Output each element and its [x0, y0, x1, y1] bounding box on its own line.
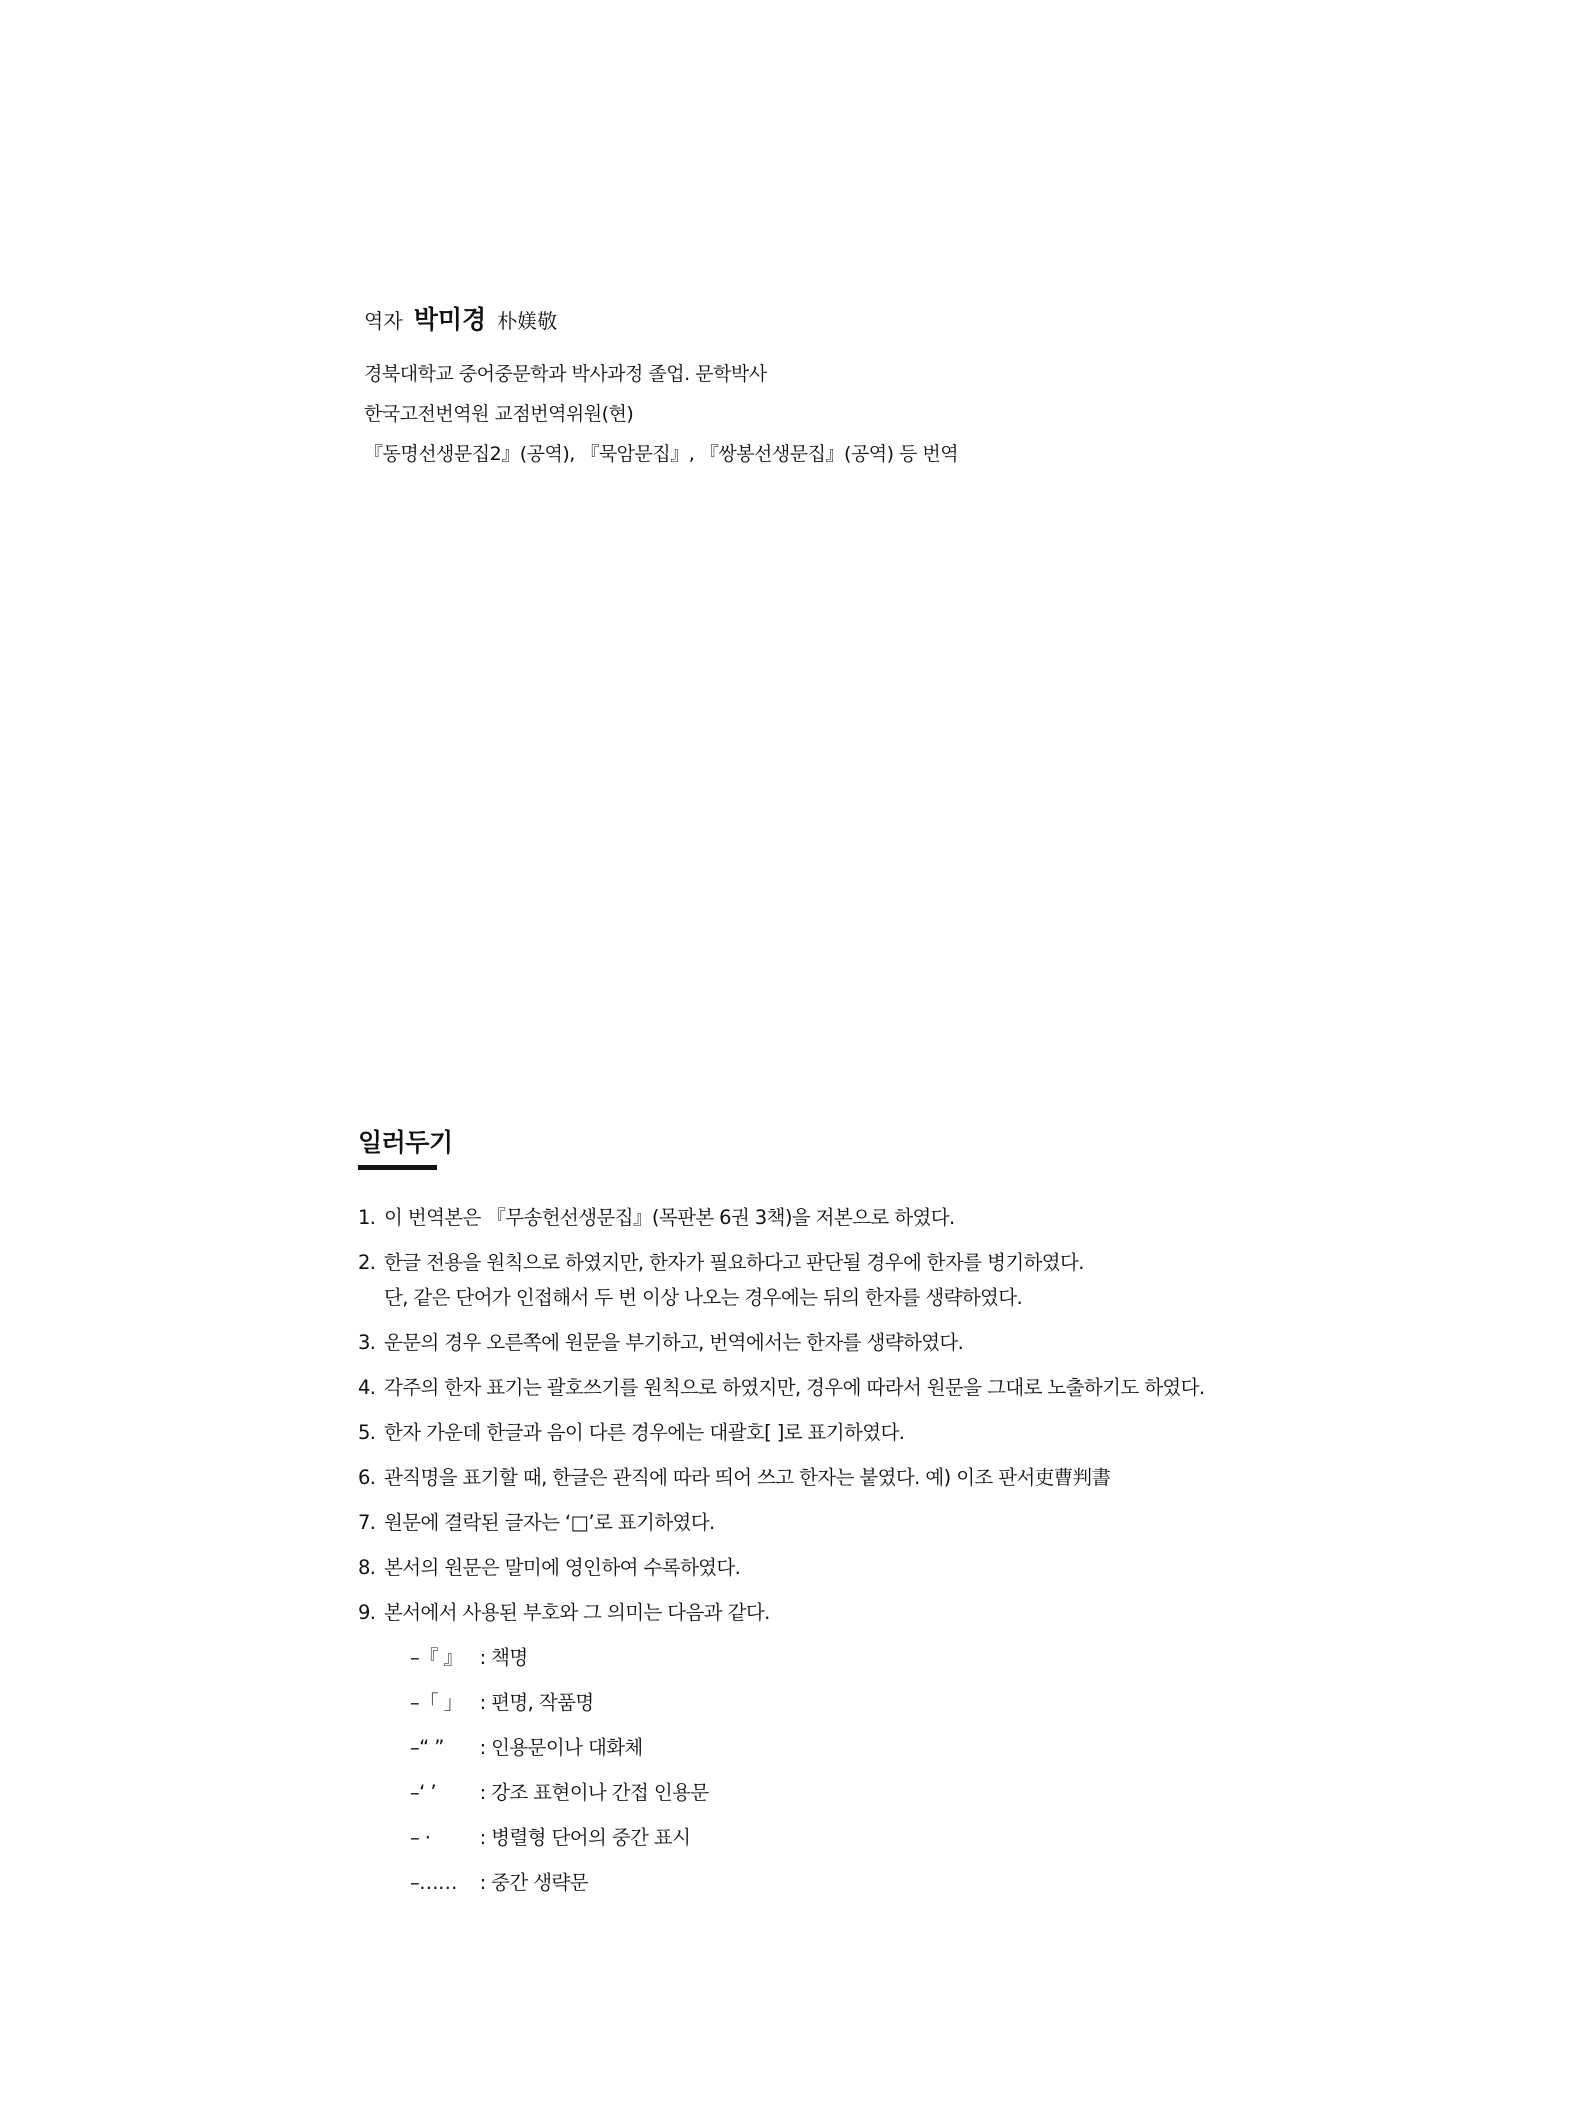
note-number: 1. [358, 1206, 376, 1229]
symbol-meaning: : 편명, 작품명 [479, 1691, 594, 1714]
translator-heading [364, 300, 1264, 340]
translator-bio-line: 경북대학교 중어중문학과 박사과정 졸업. 문학박사 [364, 363, 767, 385]
note-text: 관직명을 표기할 때, 한글은 관직에 따라 띄어 쓰고 한자는 붙였다. 예) 이조 판서吏曹判書 [384, 1466, 1111, 1489]
note-number: 5. [358, 1421, 376, 1444]
translator-label: 역자 [364, 309, 403, 333]
note-text: 각주의 한자 표기는 괄호쓰기를 원칙으로 하였지만, 경우에 따라서 원문을 그대로 노출하기도 하였다. [384, 1376, 1205, 1399]
note-number: 8. [358, 1556, 376, 1579]
symbol-item [410, 1685, 1358, 1720]
notes-list [358, 1200, 1358, 1900]
symbol-item [410, 1775, 1358, 1810]
note-item [358, 1245, 1358, 1315]
note-item [358, 1550, 1358, 1585]
translator-bio-line: 한국고전번역원 교점번역위원(현) [364, 403, 634, 425]
symbol-item [410, 1730, 1358, 1765]
note-item [358, 1200, 1358, 1235]
symbol-item [410, 1820, 1358, 1855]
note-text: 한자 가운데 한글과 음이 다른 경우에는 대괄호[ ]로 표기하였다. [384, 1421, 905, 1444]
note-item [358, 1415, 1358, 1450]
symbol-item [410, 1640, 1358, 1675]
note-text: 본서의 원문은 말미에 영인하여 수록하였다. [384, 1556, 741, 1579]
note-number: 3. [358, 1331, 376, 1354]
note-text: 원문에 결락된 글자는 ‘□’로 표기하였다. [384, 1511, 715, 1534]
symbol-mark: –‘ ’ [410, 1781, 436, 1804]
symbol-meaning: : 중간 생략문 [479, 1871, 588, 1894]
note-item [358, 1325, 1358, 1360]
symbol-mark: –“ ” [410, 1736, 444, 1759]
symbol-mark: –「 」 [410, 1691, 463, 1714]
note-item [358, 1460, 1358, 1495]
symbol-mark: –『 』 [410, 1646, 463, 1669]
notes-title-underline [358, 1165, 437, 1170]
translator-name: 박미경 [413, 305, 487, 334]
note-number: 9. [358, 1601, 376, 1624]
symbol-item [410, 1865, 1358, 1900]
symbol-meaning: : 강조 표현이나 간접 인용문 [479, 1781, 709, 1804]
note-number: 7. [358, 1511, 376, 1534]
note-number: 4. [358, 1376, 376, 1399]
notes-section [358, 1125, 1358, 1910]
symbol-mark: –…… [410, 1871, 457, 1894]
translator-section [364, 300, 1264, 474]
note-text: 이 번역본은 『무송헌선생문집』(목판본 6권 3책)을 저본으로 하였다. [384, 1206, 955, 1229]
note-text: 운문의 경우 오른쪽에 원문을 부기하고, 번역에서는 한자를 생략하였다. [384, 1331, 964, 1354]
symbol-list [410, 1640, 1358, 1900]
note-number: 2. [358, 1251, 376, 1274]
translator-bio [364, 354, 1264, 474]
note-number: 6. [358, 1466, 376, 1489]
note-item [358, 1505, 1358, 1540]
symbol-mark: – · [410, 1826, 431, 1849]
symbol-meaning: : 책명 [479, 1646, 528, 1669]
translator-name-hanja: 朴媄敬 [497, 309, 558, 333]
note-text: 한글 전용을 원칙으로 하였지만, 한자가 필요하다고 판단될 경우에 한자를 병기하였다. [384, 1251, 1084, 1274]
notes-title: 일러두기 [358, 1128, 453, 1157]
note-text: 본서에서 사용된 부호와 그 의미는 다음과 같다. [384, 1601, 770, 1624]
translator-bio-line: 『동명선생문집2』(공역), 『묵암문집』, 『쌍봉선생문집』(공역) 등 번역 [364, 443, 959, 465]
note-item [358, 1370, 1358, 1405]
symbol-meaning: : 병렬형 단어의 중간 표시 [479, 1826, 691, 1849]
note-text-continued: 단, 같은 단어가 인접해서 두 번 이상 나오는 경우에는 뒤의 한자를 생략하였다. [384, 1286, 1023, 1309]
note-item [358, 1595, 1358, 1900]
symbol-meaning: : 인용문이나 대화체 [479, 1736, 643, 1759]
